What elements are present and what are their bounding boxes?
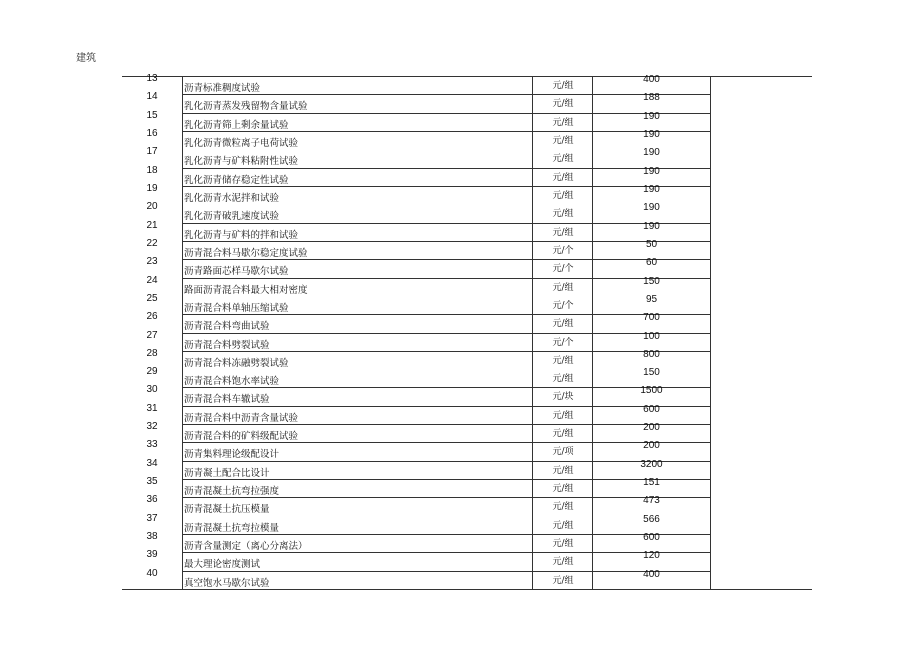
- row-number: 20: [146, 201, 158, 213]
- unit-cell: 元/组: [552, 209, 574, 220]
- unit-cell: 元/个: [552, 337, 574, 348]
- row-number: 21: [146, 219, 158, 231]
- row-number: 36: [146, 494, 158, 506]
- row-number: 38: [146, 531, 158, 543]
- unit-cell: 元/组: [552, 575, 574, 586]
- column-divider-name: [182, 76, 183, 589]
- price-cell: 60: [645, 257, 658, 269]
- test-name: 沥青混合料冻融劈裂试验: [184, 357, 289, 369]
- row-number: 16: [146, 127, 158, 139]
- price-cell: 473: [643, 495, 660, 507]
- price-cell: 190: [643, 147, 660, 159]
- row-number: 37: [146, 512, 158, 524]
- test-name: 沥青混凝土抗弯拉模量: [184, 522, 280, 534]
- unit-cell: 元/组: [552, 282, 574, 293]
- price-cell: 200: [643, 422, 660, 434]
- row-number: 39: [146, 549, 158, 561]
- unit-cell: 元/组: [552, 99, 574, 110]
- price-cell: 150: [643, 275, 660, 287]
- unit-cell: 元/组: [552, 484, 574, 495]
- price-cell: 700: [643, 312, 660, 324]
- test-name: 沥青混合料中沥青含量试验: [184, 412, 299, 424]
- unit-cell: 元/组: [552, 429, 574, 440]
- row-number: 24: [146, 274, 158, 286]
- test-name: 沥青混合料马歇尔稳定度试验: [184, 247, 308, 259]
- price-cell: 190: [643, 183, 660, 195]
- price-cell: 200: [643, 440, 660, 452]
- test-name: 沥青混合料弯曲试验: [184, 321, 270, 333]
- test-name: 乳化沥青筛上剩余量试验: [184, 119, 289, 131]
- test-name: 沥青含量测定（离心分离法）: [184, 541, 308, 553]
- unit-cell: 元/组: [552, 355, 574, 366]
- test-name: 沥青混凝土抗弯拉强度: [184, 486, 280, 498]
- row-number: 25: [146, 292, 158, 304]
- row-number: 27: [146, 329, 158, 341]
- table-border-bottom: [122, 589, 812, 590]
- row-number: 15: [146, 109, 158, 121]
- price-cell: 50: [645, 238, 658, 250]
- row-number: 31: [146, 402, 158, 414]
- column-divider-unit: [532, 76, 533, 589]
- price-cell: 400: [643, 568, 660, 580]
- table-row: [122, 567, 812, 589]
- price-cell: 151: [643, 477, 660, 489]
- row-number: 19: [146, 182, 158, 194]
- unit-cell: 元/个: [552, 264, 574, 275]
- row-number: 35: [146, 476, 158, 488]
- column-divider-remark: [710, 76, 711, 589]
- price-cell: 800: [643, 348, 660, 360]
- price-cell: 190: [643, 202, 660, 214]
- unit-cell: 元/组: [552, 319, 574, 330]
- row-number: 30: [146, 384, 158, 396]
- test-name: 沥青混合料饱水率试验: [184, 376, 280, 388]
- unit-cell: 元/块: [552, 392, 574, 403]
- price-cell: 400: [643, 74, 660, 85]
- row-number: 23: [146, 256, 158, 268]
- test-name: 沥青凝土配合比设计: [184, 467, 270, 479]
- price-cell: 566: [643, 513, 660, 525]
- row-number: 17: [146, 146, 158, 158]
- test-name: 沥青混凝土抗压模量: [184, 504, 270, 516]
- unit-cell: 元/组: [552, 520, 574, 531]
- test-name: 乳化沥青破乳速度试验: [184, 211, 280, 223]
- price-cell: 190: [643, 128, 660, 140]
- test-name: 乳化沥青储存稳定性试验: [184, 174, 289, 186]
- row-number: 32: [146, 421, 158, 433]
- row-number: 13: [146, 73, 158, 84]
- price-cell: 100: [643, 330, 660, 342]
- price-cell: 190: [643, 110, 660, 122]
- unit-cell: 元/组: [552, 81, 574, 91]
- unit-cell: 元/个: [552, 300, 574, 311]
- unit-cell: 元/项: [552, 447, 574, 458]
- price-cell: 120: [643, 550, 660, 562]
- test-name: 沥青混合料劈裂试验: [184, 339, 270, 351]
- unit-cell: 元/组: [552, 227, 574, 238]
- unit-cell: 元/组: [552, 502, 574, 513]
- row-number: 33: [146, 439, 158, 451]
- test-name: 乳化沥青与矿料粘附性试验: [184, 156, 299, 168]
- unit-cell: 元/组: [552, 557, 574, 568]
- test-name: 沥青混合料单轴压缩试验: [184, 302, 289, 314]
- row-number: 18: [146, 164, 158, 176]
- row-number: 40: [146, 567, 158, 579]
- price-cell: 188: [643, 92, 660, 104]
- price-cell: 600: [643, 403, 660, 415]
- row-number: 26: [146, 311, 158, 323]
- row-number: 28: [146, 347, 158, 359]
- price-cell: 190: [643, 165, 660, 177]
- row-number: 22: [146, 237, 158, 249]
- unit-cell: 元/组: [552, 465, 574, 476]
- test-name: 沥青路面芯样马歇尔试验: [184, 266, 289, 278]
- test-name: 沥青集料理论级配设计: [184, 449, 280, 461]
- unit-cell: 元/组: [552, 117, 574, 128]
- row-number: 34: [146, 457, 158, 469]
- unit-cell: 元/组: [552, 539, 574, 550]
- price-cell: 1500: [640, 385, 663, 397]
- test-name: 最大理论密度测试: [184, 559, 261, 571]
- unit-cell: 元/组: [552, 190, 574, 201]
- test-name: 沥青混合料车辙试验: [184, 394, 270, 406]
- row-number: 29: [146, 366, 158, 378]
- price-cell: 190: [643, 220, 660, 232]
- unit-cell: 元/组: [552, 135, 574, 146]
- test-name: 乳化沥青微粒离子电荷试验: [184, 137, 299, 149]
- column-divider-price: [592, 76, 593, 589]
- price-cell: 95: [645, 293, 658, 305]
- test-name: 真空饱水马歇尔试验: [184, 577, 270, 589]
- page-header-label: 建筑: [76, 53, 96, 64]
- unit-cell: 元/组: [552, 410, 574, 421]
- test-name: 路面沥青混合料最大相对密度: [184, 284, 308, 296]
- unit-cell: 元/组: [552, 154, 574, 165]
- unit-cell: 元/个: [552, 245, 574, 256]
- price-table: [122, 73, 812, 589]
- test-name: 乳化沥青水泥拌和试验: [184, 192, 280, 204]
- price-cell: 600: [643, 532, 660, 544]
- row-number: 14: [146, 91, 158, 103]
- test-name: 乳化沥青与矿料的拌和试验: [184, 229, 299, 241]
- test-name: 沥青混合料的矿料级配试验: [184, 431, 299, 443]
- test-name: 沥青标准稠度试验: [184, 83, 261, 94]
- price-cell: 150: [643, 367, 660, 379]
- unit-cell: 元/组: [552, 172, 574, 183]
- price-cell: 3200: [640, 458, 663, 470]
- unit-cell: 元/组: [552, 374, 574, 385]
- test-name: 乳化沥青蒸发残留物含量试验: [184, 101, 308, 113]
